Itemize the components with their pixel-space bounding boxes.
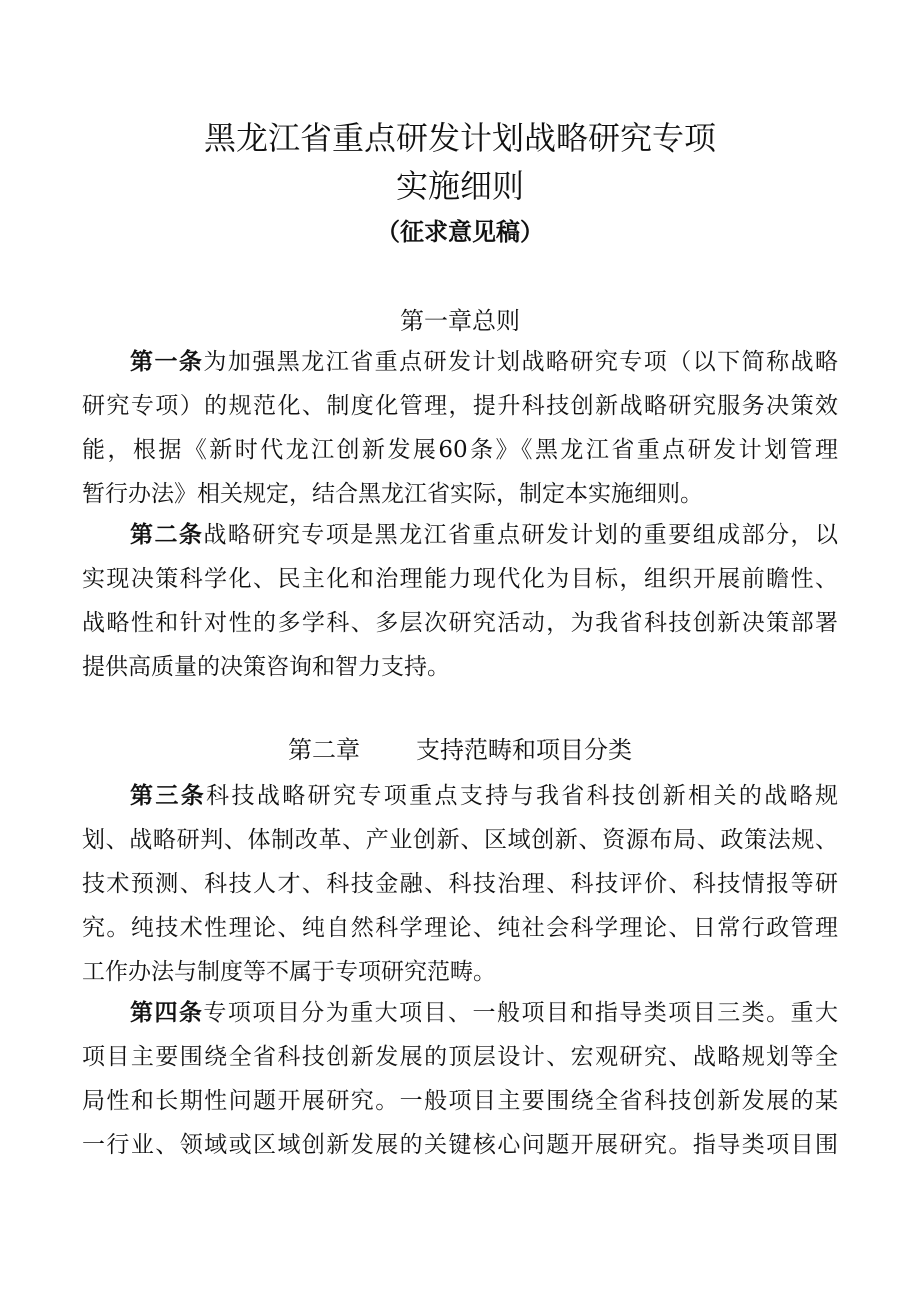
article-2-line-2: 实现决策科学化、民主化和治理能力现代化为目标，组织开展前瞻性、 [82,566,838,592]
document-title-line2: 实施细则 [395,167,524,205]
article-1-line-1 [82,340,838,384]
article-3-line-3: 技术预测、科技人才、科技金融、科技治理、科技评价、科技情报等研 [82,871,838,897]
article-4-line-2: 项目主要围绕全省科技创新发展的顶层设计、宏观研究、战略规划等全 [82,1044,838,1070]
article-4-line-4: 一行业、领域或区域创新发展的关键核心问题开展研究。指导类项目围 [82,1132,838,1158]
article-3-label: 第三条 [130,783,207,809]
article-3-line-4: 究。纯技术性理论、纯自然科学理论、纯社会科学理论、日常行政管理 [82,915,838,941]
article-3-line-5: 工作办法与制度等不属于专项研究范畴。 [82,959,496,985]
article-3-line-1 [82,774,838,818]
article-1-line-4: 暂行办法》相关规定，结合黑龙江省实际，制定本实施细则。 [82,481,703,507]
article-1-text-1: 为加强黑龙江省重点研发计划战略研究专项（以下简称战略 [203,349,838,375]
article-1-label: 第一条 [130,349,204,375]
article-4 [82,991,838,1167]
article-4-line-1 [82,991,838,1035]
chapter-1-heading: 第一章总则 [400,307,520,335]
chapter-2-title: 支持范畴和项目分类 [416,736,632,764]
article-4-text-1: 专项项目分为重大项目、一般项目和指导类项目三类。重大 [203,1000,838,1026]
chapter-2-number: 第二章 [288,736,360,764]
article-4-label: 第四条 [130,1000,204,1026]
article-3-text-1: 科技战略研究专项重点支持与我省科技创新相关的战略规 [206,783,838,809]
article-1 [82,340,838,516]
article-2-line-4: 提供高质量的决策咨询和智力支持。 [82,654,450,680]
article-2-label: 第二条 [130,522,204,548]
chapter-2-heading [0,734,920,766]
article-3-line-2: 划、战略研判、体制改革、产业创新、区域创新、资源布局、政策法规、 [82,827,838,853]
article-1-line-2: 研究专项）的规范化、制度化管理，提升科技创新战略研究服务决策效 [82,393,838,419]
article-2-line-3: 战略性和针对性的多学科、多层次研究活动，为我省科技创新决策部署 [82,610,838,636]
article-3 [82,774,838,994]
article-4-line-3: 局性和长期性问题开展研究。一般项目主要围绕全省科技创新发展的某 [82,1088,838,1114]
article-1-line-3: 能，根据《新时代龙江创新发展60条》《黑龙江省重点研发计划管理 [82,437,838,463]
article-2-text-1: 战略研究专项是黑龙江省重点研发计划的重要组成部分，以 [203,522,838,548]
article-2 [82,513,838,689]
article-2-line-1 [82,513,838,557]
document-subtitle: （征求意见稿） [376,218,544,246]
document-title-line1: 黑龙江省重点研发计划战略研究专项 [203,119,716,157]
